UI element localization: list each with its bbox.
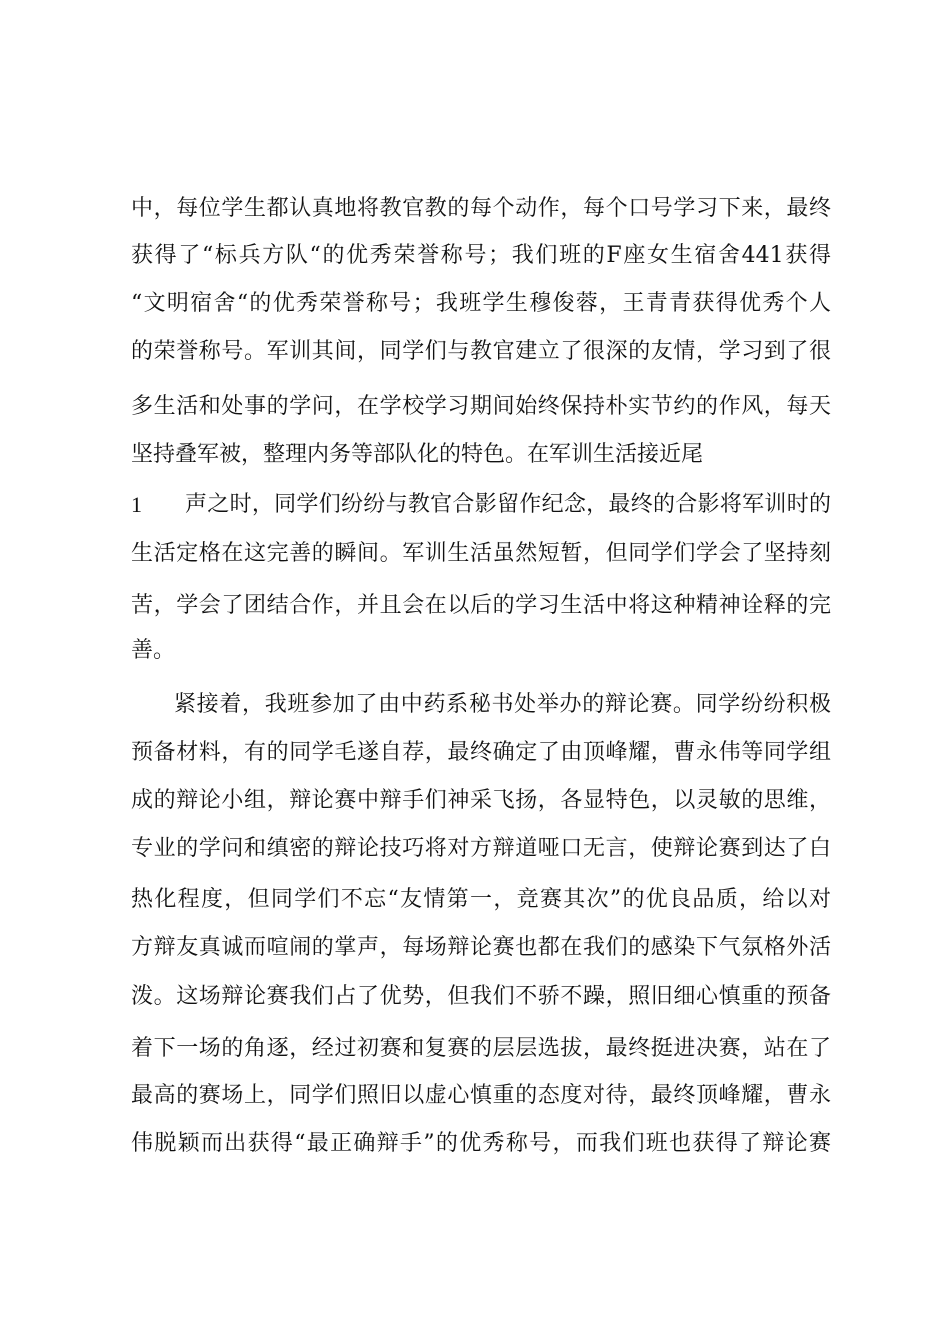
text-line: 中，每位学生都认真地将教官教的每个动作，每个口号学习下来，最终 <box>131 196 831 221</box>
line-marker: 1 <box>131 492 142 517</box>
text-line: 最高的赛场上，同学们照旧以虚心慎重的态度对待，最终顶峰耀，曹永 <box>131 1083 831 1108</box>
text-line: 生活定格在这完善的瞬间。军训生活虽然短暂，但同学们学会了坚持刻 <box>131 541 831 566</box>
text-line: 苦，学会了团结合作，并且会在以后的学习生活中将这种精神诠释的完 <box>131 593 831 618</box>
text-line: 紧接着，我班参加了由中药系秘书处举办的辩论赛。同学纷纷积极 <box>174 692 831 717</box>
text-line: 方辩友真诚而喧闹的掌声，每场辩论赛也都在我们的感染下气氛格外活 <box>131 935 831 960</box>
text-line: 伟脱颖而出获得“最正确辩手”的优秀称号，而我们班也获得了辩论赛 <box>131 1131 831 1156</box>
text-line: 获得了“标兵方队“的优秀荣誉称号；我们班的F座女生宿舍441获得 <box>131 243 831 268</box>
text-line: 坚持叠军被，整理内务等部队化的特色。在军训生活接近尾 <box>131 442 704 467</box>
text-line: 成的辩论小组，辩论赛中辩手们神采飞扬，各显特色，以灵敏的思维， <box>131 788 831 813</box>
text-line: 泼。这场辩论赛我们占了优势，但我们不骄不躁，照旧细心慎重的预备 <box>131 984 831 1009</box>
text-line: 声之时，同学们纷纷与教官合影留作纪念，最终的合影将军训时的 <box>185 492 831 517</box>
text-line: 专业的学问和缜密的辩论技巧将对方辩道哑口无言，使辩论赛到达了白 <box>131 836 831 861</box>
text-line: 热化程度，但同学们不忘“友情第一，竞赛其次”的优良品质，给以对 <box>131 887 831 912</box>
text-line: 多生活和处事的学问，在学校学习期间始终保持朴实节约的作风，每天 <box>131 394 831 419</box>
text-line: 的荣誉称号。军训其间，同学们与教官建立了很深的友情，学习到了很 <box>131 339 831 364</box>
text-line: 预备材料，有的同学毛遂自荐，最终确定了由顶峰耀，曹永伟等同学组 <box>131 740 831 765</box>
text-line: 善。 <box>131 638 176 663</box>
text-line: 着下一场的角逐，经过初赛和复赛的层层选拔，最终挺进决赛，站在了 <box>131 1036 831 1061</box>
text-line: “文明宿舍“的优秀荣誉称号；我班学生穆俊蓉，王青青获得优秀个人 <box>131 291 831 316</box>
